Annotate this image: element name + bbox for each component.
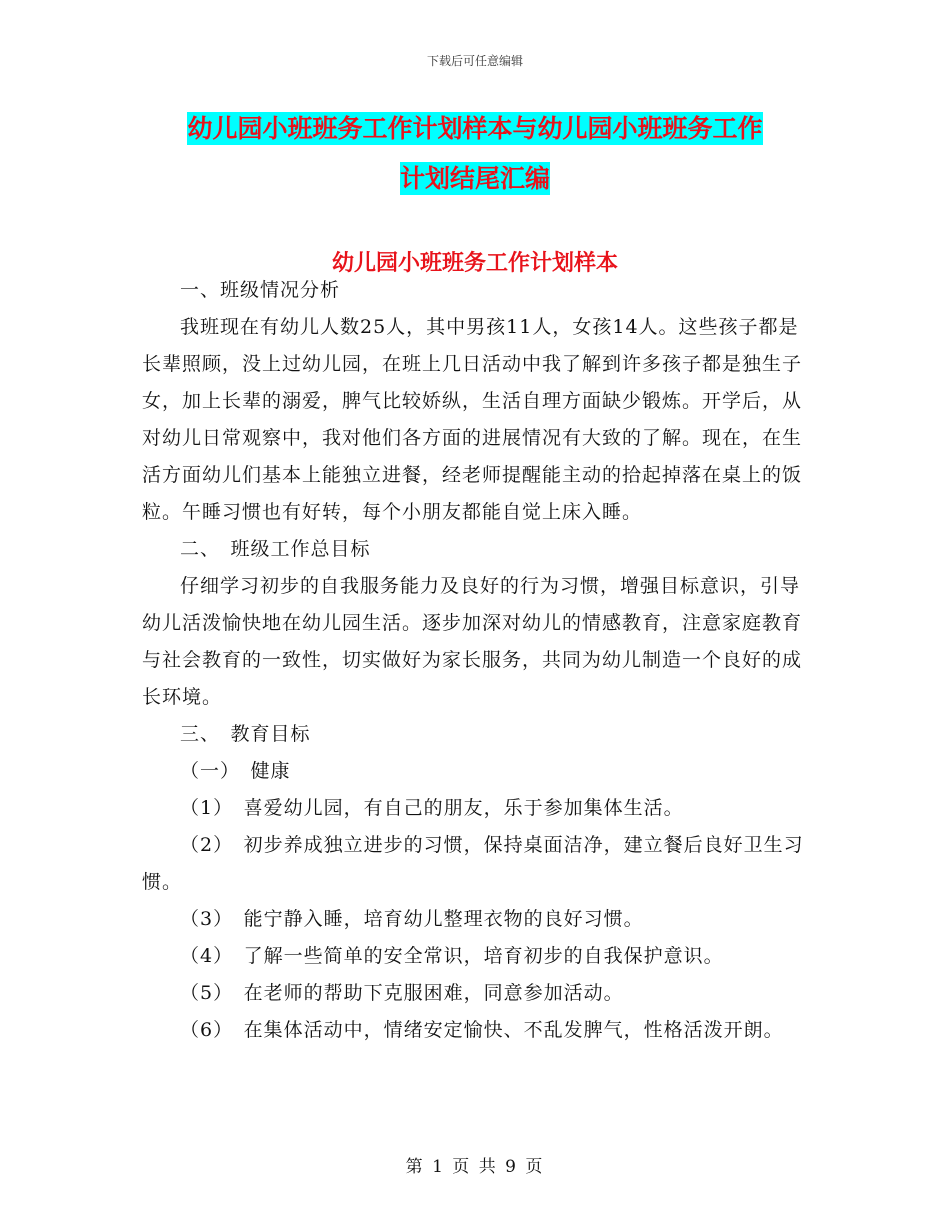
paragraph: （5） 在老师的帮助下克服困难，同意参加活动。 <box>180 982 624 1004</box>
paragraph: 一、班级情况分析 <box>180 279 341 301</box>
paragraph: 二、 班级工作总目标 <box>180 538 371 560</box>
paragraph: （3） 能宁静入睡，培育幼儿整理衣物的良好习惯。 <box>180 908 644 930</box>
paragraph: 三、 教育目标 <box>180 723 311 745</box>
document-title-line2: 计划结尾汇编 <box>399 164 550 193</box>
paragraph: （1） 喜爱幼儿园，有自己的朋友，乐于参加集体生活。 <box>180 797 684 819</box>
document-title-line1: 幼儿园小班班务工作计划样本与幼儿园小班班务工作 <box>187 114 763 143</box>
paragraph: （2） 初步养成独立进步的习惯，保持桌面洁净，建立餐后良好卫生习惯。 <box>142 834 804 893</box>
section-title: 幼儿园小班班务工作计划样本 <box>331 250 618 276</box>
page-footer: 第 1 页 共 9 页 <box>405 1157 545 1177</box>
document-title <box>0 104 950 204</box>
paragraph: （6） 在集体活动中，情绪安定愉快、不乱发脾气，性格活泼开朗。 <box>180 1019 784 1041</box>
paragraph: 仔细学习初步的自我服务能力及良好的行为习惯，增强目标意识，引导幼儿活泼愉快地在幼儿园生活。逐步加深对幼儿的情感教育，注意家庭教育与社会教育的一致性，切实做好为家长服务，共同为幼儿制造一个良好的成长环境。 <box>142 575 803 708</box>
paragraph: （4） 了解一些简单的安全常识，培育初步的自我保护意识。 <box>180 945 724 967</box>
paragraph: （一） 健康 <box>180 760 291 782</box>
paragraph: 我班现在有幼儿人数25人，其中男孩11人，女孩14人。这些孩子都是长辈照顾，没上过幼儿园，在班上几日活动中我了解到许多孩子都是独生子女，加上长辈的溺爱，脾气比较娇纵，生活自理方面缺少锻炼。开学后，从对幼儿日常观察中，我对他们各方面的进展情况有大致的了解。现在，在生活方面幼儿们基本上能独立进餐，经老师提醒能主动的拾起掉落在桌上的饭粒。午睡习惯也有好转，每个小朋友都能自觉上床入睡。 <box>142 316 803 523</box>
page-header: 下载后可任意编辑 <box>426 54 523 68</box>
document-body <box>142 272 810 1049</box>
